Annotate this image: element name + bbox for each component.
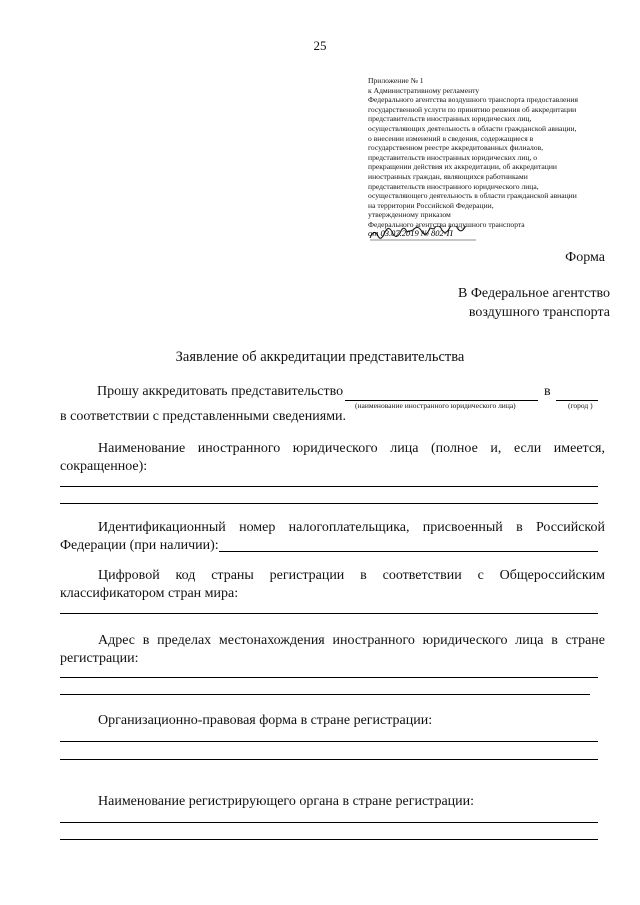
registering-body-answer-line[interactable]	[60, 839, 598, 840]
request-continuation: в соответствии с представленными сведениями.	[60, 409, 347, 424]
appendix-line: осуществляющих деятельность в области гражданской авиации,	[368, 123, 577, 133]
section-country-code-text: Цифровой код страны регистрации в соответствии с Общероссийским	[98, 568, 605, 583]
form-label: Форма	[565, 250, 605, 265]
request-text: Прошу аккредитовать представительство	[97, 384, 344, 399]
section-inn-text: Идентификационный номер налогоплательщика, присвоенный в Российской	[98, 520, 605, 535]
section-registering-body-text: Наименование регистрирующего органа в стране регистрации:	[98, 794, 475, 809]
order-date-number-text: от 03.07.2019 № 802-П	[368, 227, 453, 238]
appendix-line: к Административному регламенту	[368, 85, 480, 95]
appendix-line: представительств иностранных юридических лиц, о	[368, 152, 538, 162]
appendix-header	[368, 76, 618, 243]
appendix-line: Федерального агентства воздушного транспорта	[368, 219, 525, 229]
appendix-line: на территории Российской Федерации,	[368, 200, 494, 210]
section-country-code-text-2: классификатором стран мира:	[60, 586, 239, 601]
section-name-text-2: сокращенное):	[60, 459, 148, 474]
section-name-text: Наименование иностранного юридического лица (полное и, если имеется,	[98, 441, 605, 456]
addressee	[440, 284, 610, 322]
appendix-line: государственной услуги по принятию решения об аккредитации	[368, 104, 577, 114]
section-inn-text-2: Федерации (при наличии):	[60, 538, 219, 553]
address-answer-line[interactable]	[60, 694, 590, 695]
page-number: 25	[313, 38, 327, 53]
entity-name-answer-line[interactable]	[60, 486, 598, 487]
section-address-text: Адрес в пределах местонахождения иностранного юридического лица в стране	[98, 633, 605, 648]
city-caption: (город )	[568, 401, 593, 410]
appendix-line: Федерального агентства воздушного транспорта предоставления	[368, 95, 578, 105]
legal-form-answer-line[interactable]	[60, 741, 598, 742]
section-legal-form-text: Организационно-правовая форма в стране регистрации:	[98, 713, 433, 728]
request-in-word: в	[544, 384, 551, 399]
entity-name-caption: (наименование иностранного юридического лица)	[355, 401, 516, 410]
entity-name-answer-line[interactable]	[60, 503, 598, 504]
appendix-line: представительств иностранного юридического лица,	[368, 181, 539, 191]
legal-form-answer-line[interactable]	[60, 759, 598, 760]
appendix-line: государственном реестре аккредитованных филиалов,	[368, 143, 544, 153]
appendix-line: о внесении изменений в сведения, содержащиеся в	[368, 133, 534, 143]
registering-body-answer-line[interactable]	[60, 822, 598, 823]
appendix-line: утвержденному приказом	[368, 210, 451, 220]
address-answer-line[interactable]	[60, 677, 598, 678]
appendix-line: иностранных граждан, являющихся работниками	[368, 171, 528, 181]
inn-answer-line[interactable]	[219, 551, 598, 552]
order-date-number	[368, 227, 618, 243]
addressee-line: воздушного транспорта	[468, 305, 610, 320]
appendix-line: осуществляющего деятельность в области гражданской авиации	[368, 191, 577, 201]
appendix-line: Приложение № 1	[368, 76, 424, 85]
document-title: Заявление об аккредитации представительства	[175, 349, 465, 365]
country-code-answer-line[interactable]	[60, 613, 598, 614]
addressee-line: В Федеральное агентство	[458, 286, 610, 301]
appendix-line: представительств иностранных юридических лиц,	[368, 114, 532, 124]
section-address-text-2: регистрации:	[60, 651, 139, 666]
appendix-line: прекращении действия их аккредитации, об аккредитации	[368, 162, 557, 172]
